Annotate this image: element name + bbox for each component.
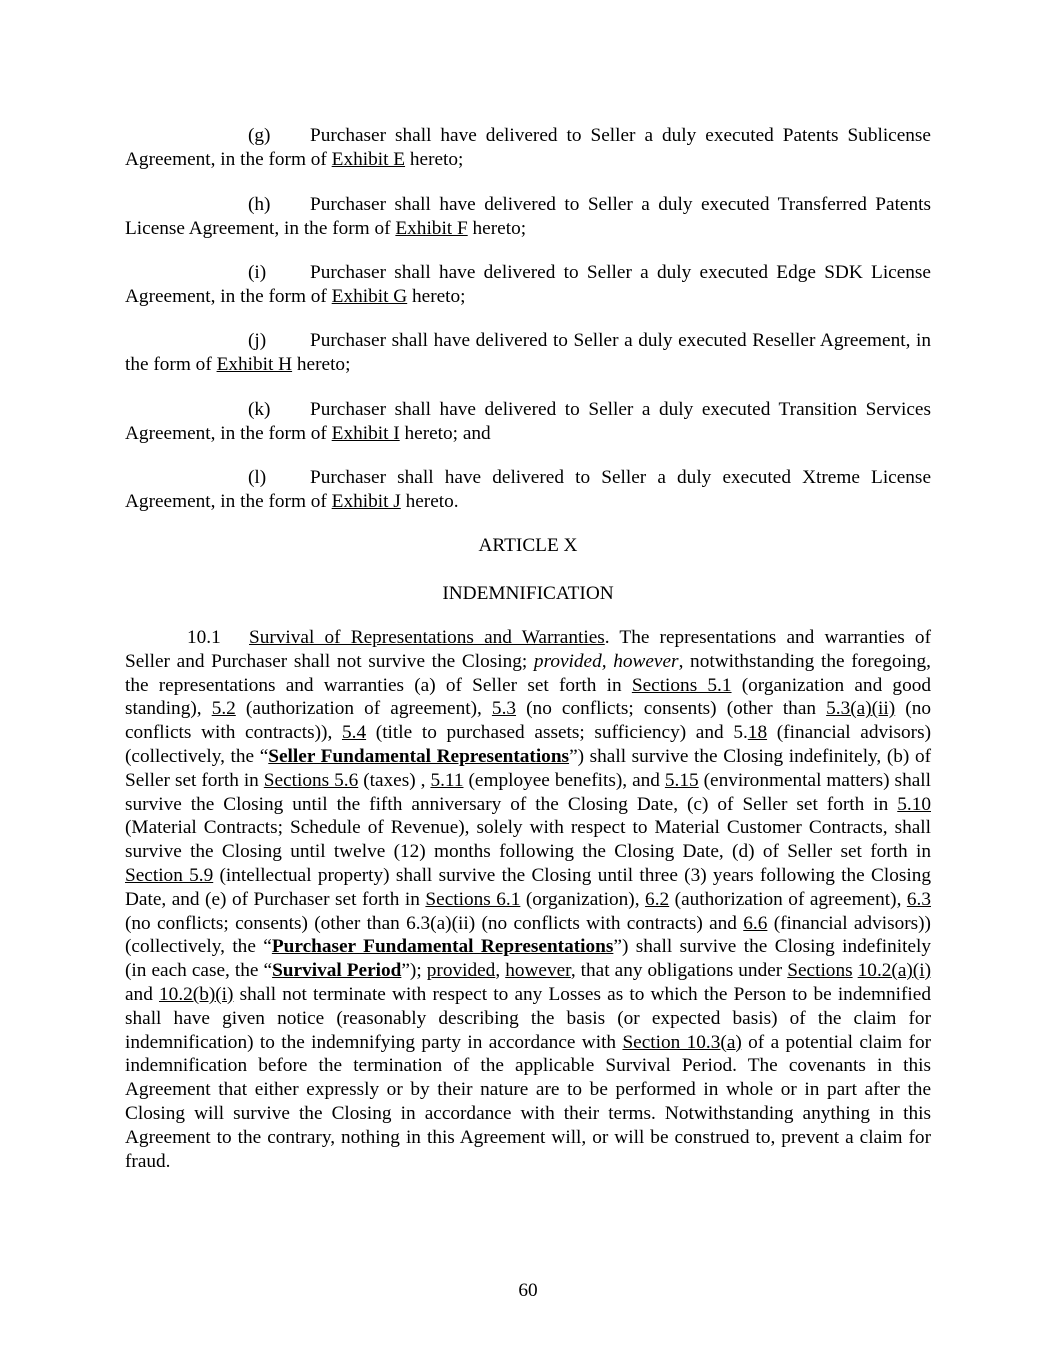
exhibit-reference: Exhibit J <box>331 490 401 512</box>
clause-k <box>125 398 931 446</box>
section-text: (employee benefits), and <box>463 769 665 791</box>
section-text: (organization), <box>520 888 646 910</box>
clause-text: Purchaser shall have delivered to Seller a duly executed Xtreme License Agreement, in the form of <box>125 467 931 512</box>
section-text: (Material Contracts; Schedule of Revenue), solely with respect to Material Customer Contracts, shall survive the Closing until twelve (12) months following the Closing Date, (d) of Seller set forth in <box>125 817 931 863</box>
section-text: of a potential claim for indemnification before the termination of the applicable Survival Period. The covenants in this Agreement that either expressly or by their nature are to be performed in whole or in part after the Closing will survive the Closing in accordance with their terms. Notwithstanding anything in this Agreement to the contrary, nothing in this Agreement will, or will be construed to, prevent a claim for fraud. <box>125 1031 932 1172</box>
cross-reference: 5.3 <box>491 698 517 720</box>
section-text: (financial advisors) (collectively, the “ <box>125 722 931 767</box>
cross-reference: 5.11 <box>430 769 464 791</box>
cross-reference: 6.2 <box>645 888 670 910</box>
section-text: (authorization of agreement), <box>669 888 907 910</box>
defined-term-purchaser-fundamental: Purchaser Fundamental Representations <box>271 936 614 958</box>
clause-text-end: hereto; <box>292 353 351 375</box>
clause-text: Purchaser shall have delivered to Seller a duly executed Patents Sublicense Agreement, in the form of <box>125 125 931 170</box>
section-10-1 <box>125 626 931 1173</box>
clause-l <box>125 466 931 514</box>
section-text: (no conflicts; consents) (other than 6.3(a)(ii) (no conflicts with contracts) and <box>125 912 744 934</box>
section-text: (no conflicts with contracts)), <box>125 698 931 744</box>
clause-marker: (g) <box>248 125 271 146</box>
cross-reference: Sections 5.6 <box>263 769 359 791</box>
clause-g <box>125 124 931 172</box>
clause-i <box>125 261 931 309</box>
cross-reference: 5.15 <box>664 769 699 791</box>
page-number: 60 <box>518 1280 538 1301</box>
exhibit-reference: Exhibit I <box>331 422 400 444</box>
clause-text: Purchaser shall have delivered to Seller a duly executed Reseller Agreement, in the form of <box>125 330 931 375</box>
article-title: INDEMNIFICATION <box>442 583 614 604</box>
proviso-however: however <box>505 960 571 982</box>
section-text: , notwithstanding the foregoing, the representations and warranties (a) of Seller set forth in <box>125 650 931 696</box>
cross-reference: 5.3(a)(ii) <box>826 698 896 720</box>
clause-text: Purchaser shall have delivered to Seller a duly executed Transition Services Agreement, in the form of <box>125 399 931 444</box>
section-number: 10.1 <box>187 627 221 648</box>
cross-reference: Sections <box>787 960 853 982</box>
cross-reference: Sections 5.1 <box>631 674 732 696</box>
section-text: , that any obligations under <box>570 960 788 982</box>
exhibit-reference: Exhibit E <box>331 148 406 170</box>
section-text: (no conflicts; consents) (other than <box>516 698 827 720</box>
clause-text-end: hereto; <box>467 217 527 239</box>
clause-j <box>125 329 931 377</box>
cross-reference: Section 5.9 <box>125 864 214 886</box>
cross-reference: 5.4 <box>341 722 367 744</box>
section-text: (authorization of agreement), <box>235 698 492 720</box>
section-text: shall not terminate with respect to any Losses as to which the Person to be indemnified shall have given notice (reasonably describing the basis (or expected basis) of the claim for indemnification) to the indemnifying party in accordance with <box>125 983 931 1053</box>
clause-text-end: hereto; <box>405 148 464 170</box>
clause-text-end: hereto; and <box>399 422 491 444</box>
section-heading: Survival of Representations and Warranties <box>249 627 605 648</box>
cross-reference: 6.3 <box>906 888 931 910</box>
exhibit-reference: Exhibit F <box>395 217 468 239</box>
section-text: (financial advisors)) (collectively, the “ <box>125 912 931 958</box>
exhibit-reference: Exhibit G <box>331 285 408 307</box>
cross-reference: 5.2 <box>211 698 236 720</box>
cross-reference: 5.10 <box>897 793 931 815</box>
cross-reference: Section 10.3(a) <box>622 1031 742 1053</box>
section-text: (taxes) , <box>358 769 431 791</box>
proviso-provided: provided <box>426 960 496 982</box>
clause-text-end: hereto; <box>407 285 466 307</box>
clause-h <box>125 193 931 241</box>
section-text: , <box>495 960 506 982</box>
cross-reference: Sections 6.1 <box>425 888 521 910</box>
section-text: (intellectual property) shall survive the Closing until three (3) years following the Closing Date, and (e) of Purchaser set forth in <box>125 864 931 910</box>
clause-text: Purchaser shall have delivered to Seller a duly executed Transferred Patents License Agreement, in the form of <box>125 194 931 239</box>
cross-reference: 10.2(b)(i) <box>159 983 234 1005</box>
section-text: ”); <box>401 960 427 982</box>
clause-text: Purchaser shall have delivered to Seller a duly executed Edge SDK License Agreement, in the form of <box>125 262 931 307</box>
section-text: ”) shall survive the Closing indefinitely, (b) of Seller set forth in <box>125 745 932 791</box>
section-text: (title to purchased assets; sufficiency) and 5. <box>366 722 748 744</box>
section-text: and <box>125 983 160 1005</box>
clause-marker: (k) <box>248 399 271 420</box>
cross-reference: 18 <box>747 722 768 744</box>
section-text: (environmental matters) shall survive the Closing until the fifth anniversary of the Closing Date, (c) of Seller set forth in <box>125 769 931 815</box>
proviso-italic: provided, however <box>533 650 679 672</box>
clause-marker: (j) <box>248 330 267 351</box>
section-text: . The representations and warranties of Seller and Purchaser shall not survive the Closing; <box>125 627 931 672</box>
defined-term-seller-fundamental: Seller Fundamental Representations <box>268 745 570 767</box>
defined-term-survival-period: Survival Period <box>272 960 402 982</box>
section-text: ”) shall survive the Closing indefinitely (in each case, the “ <box>125 936 932 982</box>
section-text: (organization and good standing), <box>125 674 931 720</box>
exhibit-reference: Exhibit H <box>216 353 293 375</box>
cross-reference: 10.2(a)(i) <box>857 960 931 982</box>
article-number: ARTICLE X <box>478 535 578 556</box>
cross-reference: 6.6 <box>743 912 768 934</box>
clause-text-end: hereto. <box>400 490 459 512</box>
clause-marker: (i) <box>248 262 267 283</box>
clause-marker: (h) <box>248 194 271 215</box>
clause-marker: (l) <box>248 467 267 488</box>
